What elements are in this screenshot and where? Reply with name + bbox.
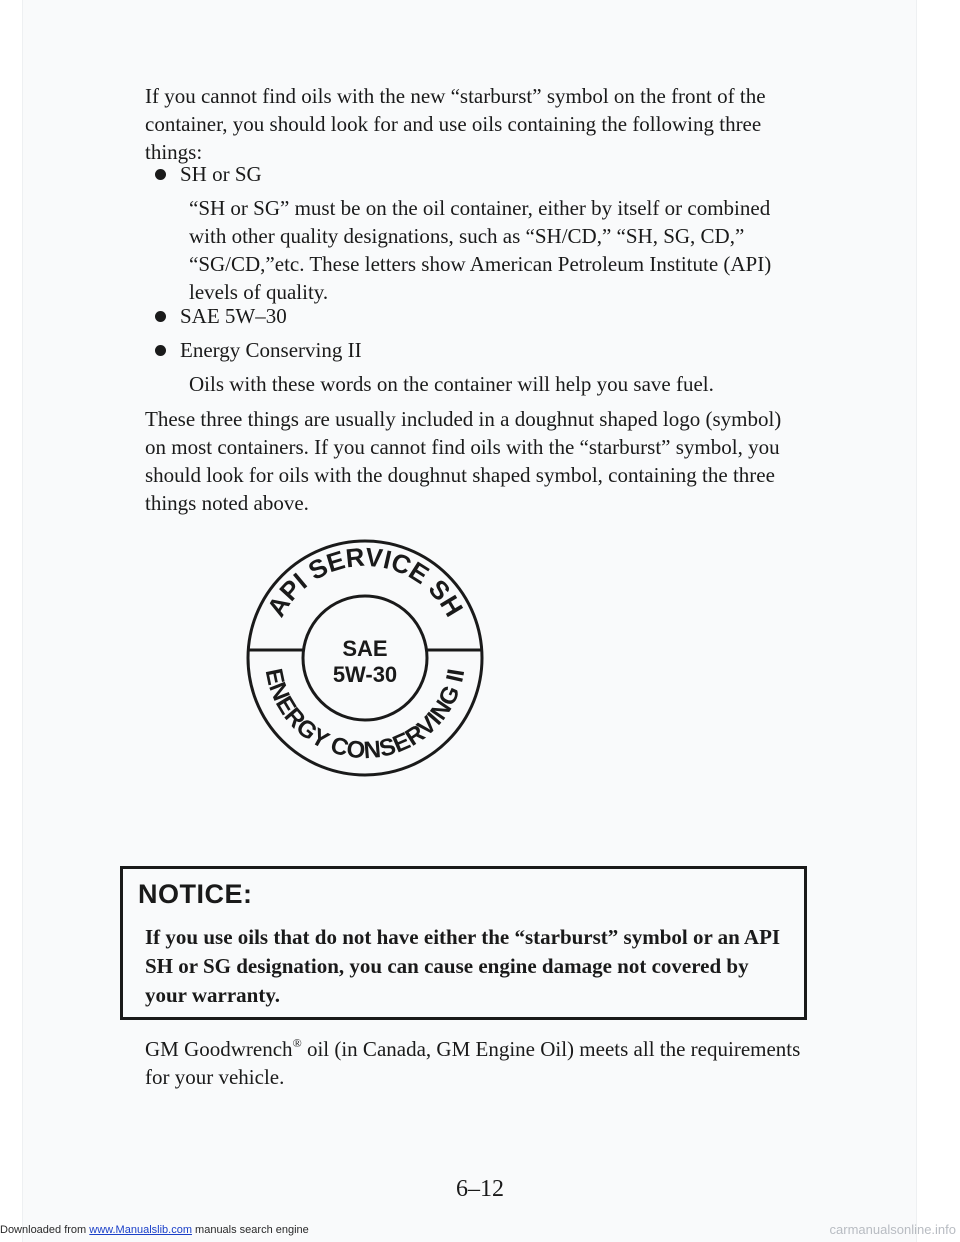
logo-bottom-arc-text: ENERGY CONSERVING II	[259, 666, 471, 765]
notice-body: If you use oils that do not have either the “starburst” symbol or an API SH or SG designation, you can cause engine damage not covered by your warranty.	[145, 925, 781, 1007]
bullet-sh-sg	[155, 160, 262, 188]
closing-brand: GM Goodwrench	[145, 1037, 293, 1061]
bullet-dot-icon	[155, 311, 166, 322]
body-paragraph: These three things are usually included in a doughnut shaped logo (symbol) on most containers. If you cannot find oils with the “starburst” symbol, you should look for oils with the doughnut shaped symbol, containing the three things noted above.	[145, 407, 782, 515]
logo-center-sae: SAE	[342, 636, 388, 661]
bullet-energy	[155, 336, 362, 364]
registered-mark: ®	[292, 1036, 302, 1050]
notice-title: NOTICE:	[138, 879, 253, 909]
bullet-dot-icon	[155, 169, 166, 180]
bullet-description: Oils with these words on the container will help you save fuel.	[189, 372, 714, 396]
bullet-description: “SH or SG” must be on the oil container, either by itself or combined with other quality designations, such as “SH/CD,” “SH, SG, CD,” “SG/CD,”etc. These letters show American Petroleum Institute (API) levels of quality.	[189, 196, 772, 304]
watermark-text: carmanualsonline.info	[829, 1222, 956, 1237]
logo-center-viscosity: 5W-30	[332, 662, 398, 687]
logo-top-arc-text: API SERVICE SH	[260, 541, 470, 622]
intro-paragraph: If you cannot find oils with the new “starburst” symbol on the front of the container, you should look for and use oils containing the following three things:	[145, 84, 766, 164]
bullet-dot-icon	[155, 345, 166, 356]
manualslib-link[interactable]: www.Manualslib.com	[89, 1224, 192, 1236]
bullet-label: Energy Conserving II	[180, 338, 362, 362]
footer-suffix: manuals search engine	[191, 1224, 309, 1236]
page-number: 6–12	[456, 1176, 504, 1202]
download-footer	[0, 1224, 309, 1236]
closing-text: oil (in Canada, GM Engine Oil) meets all the requirements for your vehicle.	[145, 1037, 801, 1089]
api-doughnut-symbol	[245, 538, 485, 778]
bullet-sae	[155, 302, 287, 330]
notice-box	[120, 866, 807, 1020]
closing-paragraph	[145, 1035, 805, 1091]
footer-prefix: Downloaded from	[0, 1224, 90, 1236]
bullet-label: SAE 5W–30	[180, 304, 287, 328]
bullet-label: SH or SG	[180, 162, 262, 186]
